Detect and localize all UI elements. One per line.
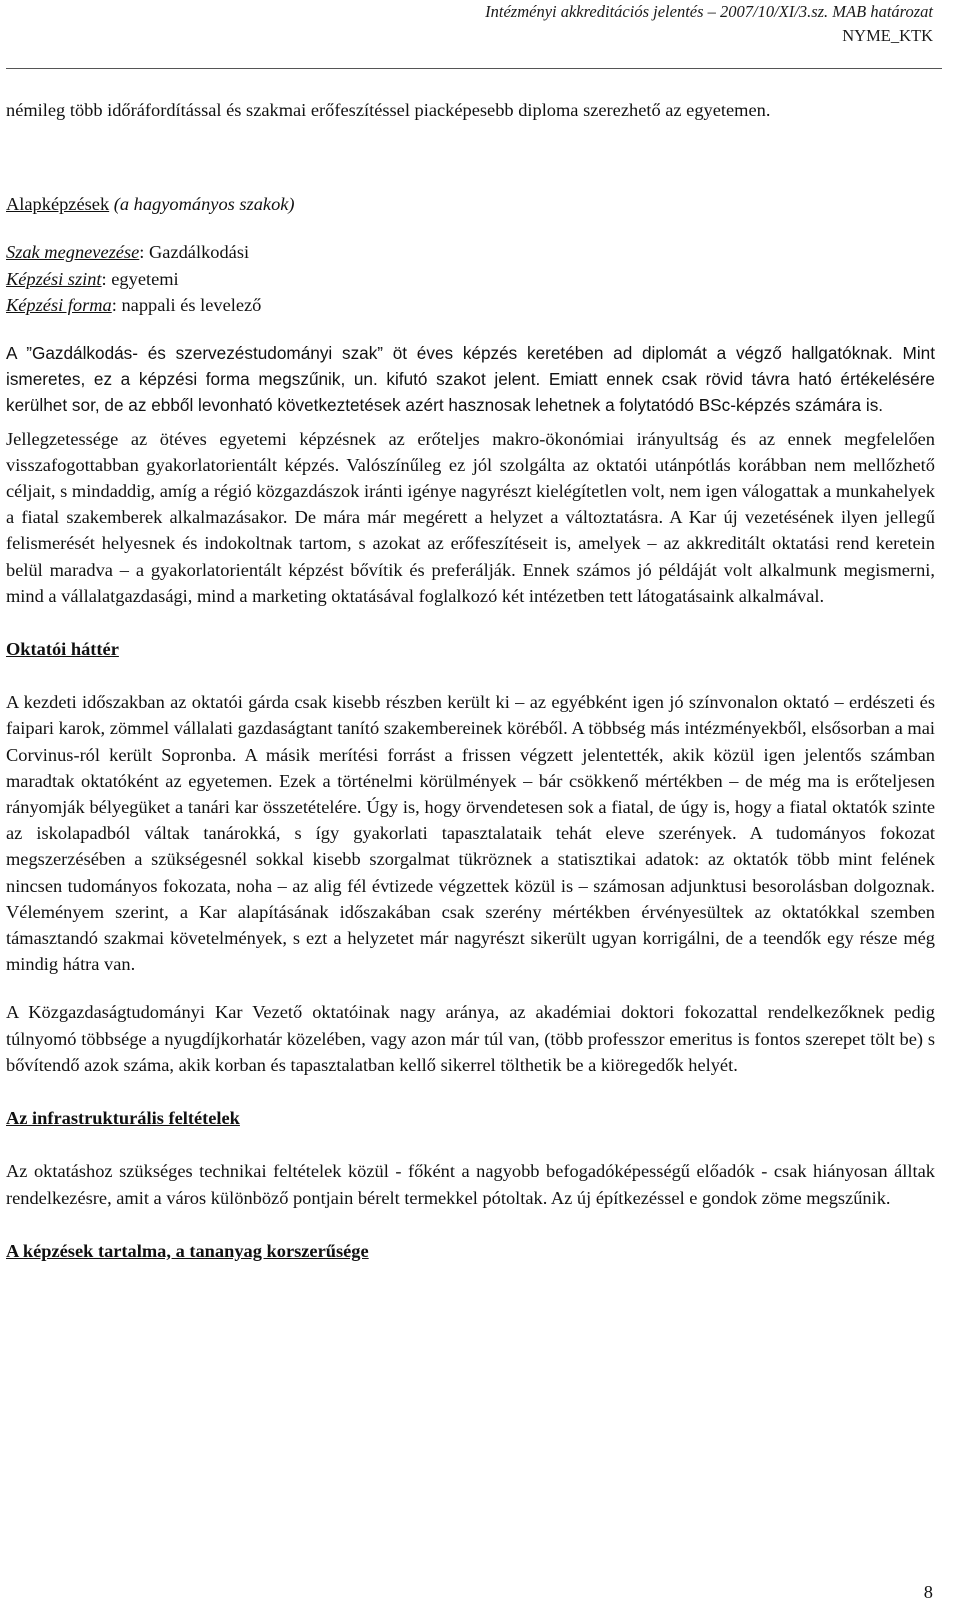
info-separator: : bbox=[111, 294, 122, 315]
paragraph-gazdalkodas-szak: A ”Gazdálkodás- és szervezéstudományi szak” öt éves képzés keretében ad diplomát a végző hallgatóknak. Mint ismeretes, ez a képzési forma megszűnik, un. kifutó szakot jelent. Emiatt ennek csak rövid távra ható értékelésére kerülhet sor, de az ebből levonható következtetések azért hasznosak lehetnek a folytatódó BSc-képzés számára is. bbox=[6, 343, 935, 416]
info-row-forma bbox=[6, 292, 935, 318]
info-separator: : bbox=[139, 242, 149, 263]
info-label: Képzési szint bbox=[6, 268, 102, 289]
section-heading-infrastruktura: Az infrastrukturális feltételek bbox=[6, 1108, 240, 1129]
alapkepzesek-title: Alapképzések bbox=[6, 194, 110, 215]
info-row-szint bbox=[6, 266, 935, 292]
header-divider bbox=[6, 68, 942, 69]
info-value: Gazdálkodási bbox=[149, 242, 250, 263]
header-institution-code: NYME_KTK bbox=[842, 26, 933, 45]
paragraph-oktatoi-garda: A kezdeti időszakban az oktatói gárda csak kisebb részben került ki – az egyébként igen jó színvonalon oktató – erdészeti és faipari karok, zömmel vállalati gazdaságtant tanító szakembereinek köréből. A többség más intézményekből, elsősorban a mai Corvinus-ról került Sopronba. A másik merítési forrást a frissen végzett jelentették, akik közül igen jelentős számban maradtak oktatóként az egyetemen. Ezek a történelmi körülmények – bár csökkenő mértékben – de még ma is erőteljesen rányomják bélyegüket a tanári kar összetételére. Úgy is, hogy örvendetesen sok a fiatal, de úgy is, hogy a fiatal oktatók szinte az iskolapadból váltak tanárokká, s így gyakorlati tapasztalataik tehát eleve szerények. A tudományos fokozat megszerzésében a szükségesnél sokkal kisebb szorgalmat tükröznek a statisztikai adatok: az oktatók több mint felének nincsen tudományos fokozata, noha – az alig fél évtizede végzettek közül is – számosan adjunktusi besorolásban dolgoznak. Véleményem szerint, a Kar alapításának időszakában csak szerény mértékben érvényesültek az oktatókkal szemben támasztandó szakmai követelmények, s ezt a helyzetet már nagyrészt sikerült ugyan korrigálni, de a teendők egy része még mindig hátra van. bbox=[6, 692, 935, 975]
running-header bbox=[485, 0, 933, 48]
paragraph-intro-tail: némileg több időráfordítással és szakmai erőfeszítéssel piacképesebb diploma szerezhető az egyetemen. bbox=[6, 100, 771, 120]
info-value: nappali és levelező bbox=[121, 294, 262, 315]
document-body bbox=[6, 97, 935, 1264]
info-row-szak bbox=[6, 239, 935, 265]
paragraph-jellegzetesseg: Jellegzetessége az ötéves egyetemi képzésnek az erőteljes makro-ökonómiai irányultság és az ennek megfelelően visszafogottabban gyakorlatorientált képzés. Valószínűleg ez jól szolgálta az oktatói utánpótlás korábban nem mellőzhető céljait, s mindaddig, amíg a régió közgazdászok iránti igénye nagyrészt kielégítetlen volt, nem igen válogattak a munkahelyek a fiatal szakemberek alkalmazásakor. De mára már megérett a helyzet a változtatásra. A Kar új vezetésének ilyen jellegű felismerését helyesnek és indokoltnak tartom, s azokat az erőfeszítéseit is, amelyek – az akkreditált oktatási rend keretein belül maradva – a gyakorlatorientált képzést bővítik és preferálják. Ennek számos jó példáját volt alkalmunk megismerni, mind a vállalatgazdasági, mind a marketing oktatásával foglalkozó két intézetben tett látogatásaink alkalmával. bbox=[6, 428, 935, 606]
paragraph-technikai-feltetelek: Az oktatáshoz szükséges technikai feltételek közül - főként a nagyobb befogadóképességű előadók - csak hiányosan álltak rendelkezésre, amit a város különböző pontjain bérelt termekkel pótoltak. Az új építkezéssel e gondok zöme megszűnik. bbox=[6, 1161, 935, 1208]
paragraph-vezeto-oktatok: A Közgazdaságtudományi Kar Vezető oktatóinak nagy aránya, az akadémiai doktori fokozattal rendelkezőknek pedig túlnyomó többsége a nyugdíjkorhatár közelében, vagy azon már túl van, (több professzor emeritus is fontos szerepet tölt be) s bővítendő azok száma, akik korban és tapasztalatban kellő sikerrel tölthetik be a kiöregedők helyét. bbox=[6, 1002, 935, 1075]
info-label: Szak megnevezése bbox=[6, 242, 140, 263]
page-number: 8 bbox=[923, 1582, 933, 1602]
info-label: Képzési forma bbox=[6, 294, 112, 315]
header-report-title: Intézményi akkreditációs jelentés – 2007/10/XI/3.sz. MAB határozat bbox=[485, 2, 933, 21]
alapkepzesek-subtitle: (a hagyományos szakok) bbox=[109, 194, 295, 215]
info-separator: : bbox=[101, 268, 112, 289]
section-heading-oktatoi-hatter: Oktatói háttér bbox=[6, 639, 119, 660]
section-heading-alapkepzesek bbox=[6, 191, 935, 217]
section-heading-kepzesek-tartalma: A képzések tartalma, a tananyag korszerűsége bbox=[6, 1240, 369, 1261]
info-value: egyetemi bbox=[111, 268, 179, 289]
